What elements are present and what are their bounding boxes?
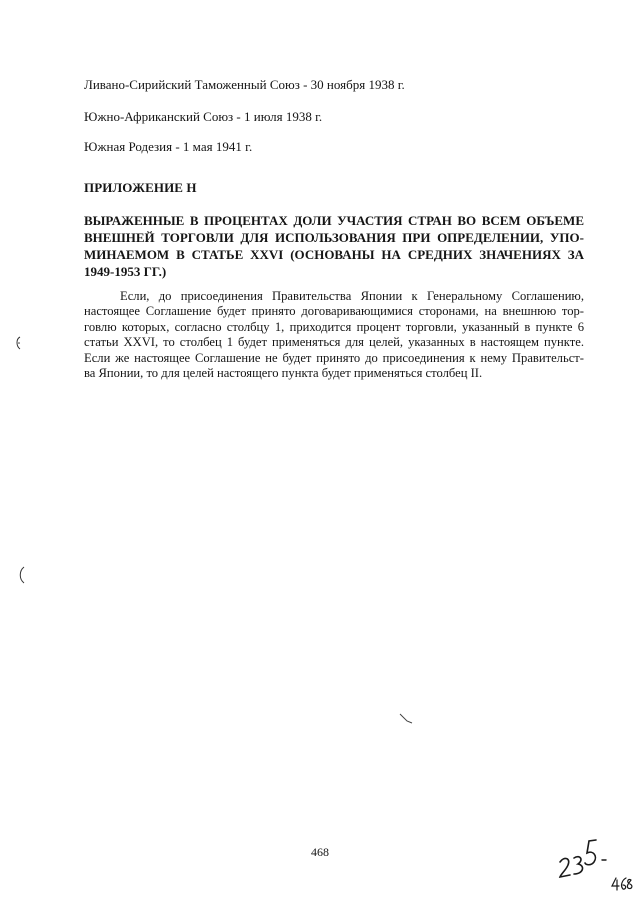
appendix-title-line: МИНАЕМОМ В СТАТЬЕ XXVI (ОСНОВАНЫ НА СРЕДНИХ ЗНАЧЕНИЯХ ЗА <box>84 247 584 262</box>
appendix-title-line: 1949-1953 ГГ.) <box>84 264 167 279</box>
stray-tick-mark <box>398 712 414 726</box>
page-number: 468 <box>311 845 329 859</box>
date-line-south-rhodesia: Южная Родезия - 1 мая 1941 г. <box>84 139 253 154</box>
margin-bracket-mark <box>14 336 22 350</box>
date-line-south-africa: Южно-Африканский Союз - 1 июля 1938 г. <box>84 109 323 124</box>
appendix-title-line: ВНЕШНЕЙ ТОРГОВЛИ ДЛЯ ИСПОЛЬЗОВАНИЯ ПРИ ОПРЕДЕЛЕНИИ, УПО- <box>84 230 584 245</box>
paragraph-line: ва Японии, то для целей настоящего пункта будет применяться столбец II. <box>84 366 483 381</box>
paragraph-line: Если же настоящее Соглашение не будет принято до присоединения к нему Правительст- <box>84 350 584 365</box>
appendix-title <box>84 212 584 280</box>
paragraph-line: Если, до присоединения Правительства Японии к Генеральному Соглашению, <box>120 289 584 303</box>
paragraph-line: говлю которых, согласно столбцу 1, приходится процент торговли, указанный в пункте 6 <box>84 319 584 334</box>
appendix-title-line: ВЫРАЖЕННЫЕ В ПРОЦЕНТАХ ДОЛИ УЧАСТИЯ СТРАН ВО ВСЕМ ОБЪЕМЕ <box>84 213 584 228</box>
margin-paren-mark <box>18 566 26 584</box>
date-line-lebanon-syria: Ливано-Сирийский Таможенный Союз - 30 ноября 1938 г. <box>84 77 405 92</box>
appendix-heading: ПРИЛОЖЕНИЕ Н <box>84 180 197 195</box>
paragraph-line: статьи XXVI, то столбец 1 будет применяться для целей, указанных в настоящем пункте. <box>84 335 584 350</box>
body-paragraph <box>84 289 584 381</box>
paragraph-line: настоящее Соглашение будет принято договаривающимися сторонами, на внешнюю тор- <box>84 304 584 319</box>
handwritten-archive-number-graphic <box>556 832 634 898</box>
